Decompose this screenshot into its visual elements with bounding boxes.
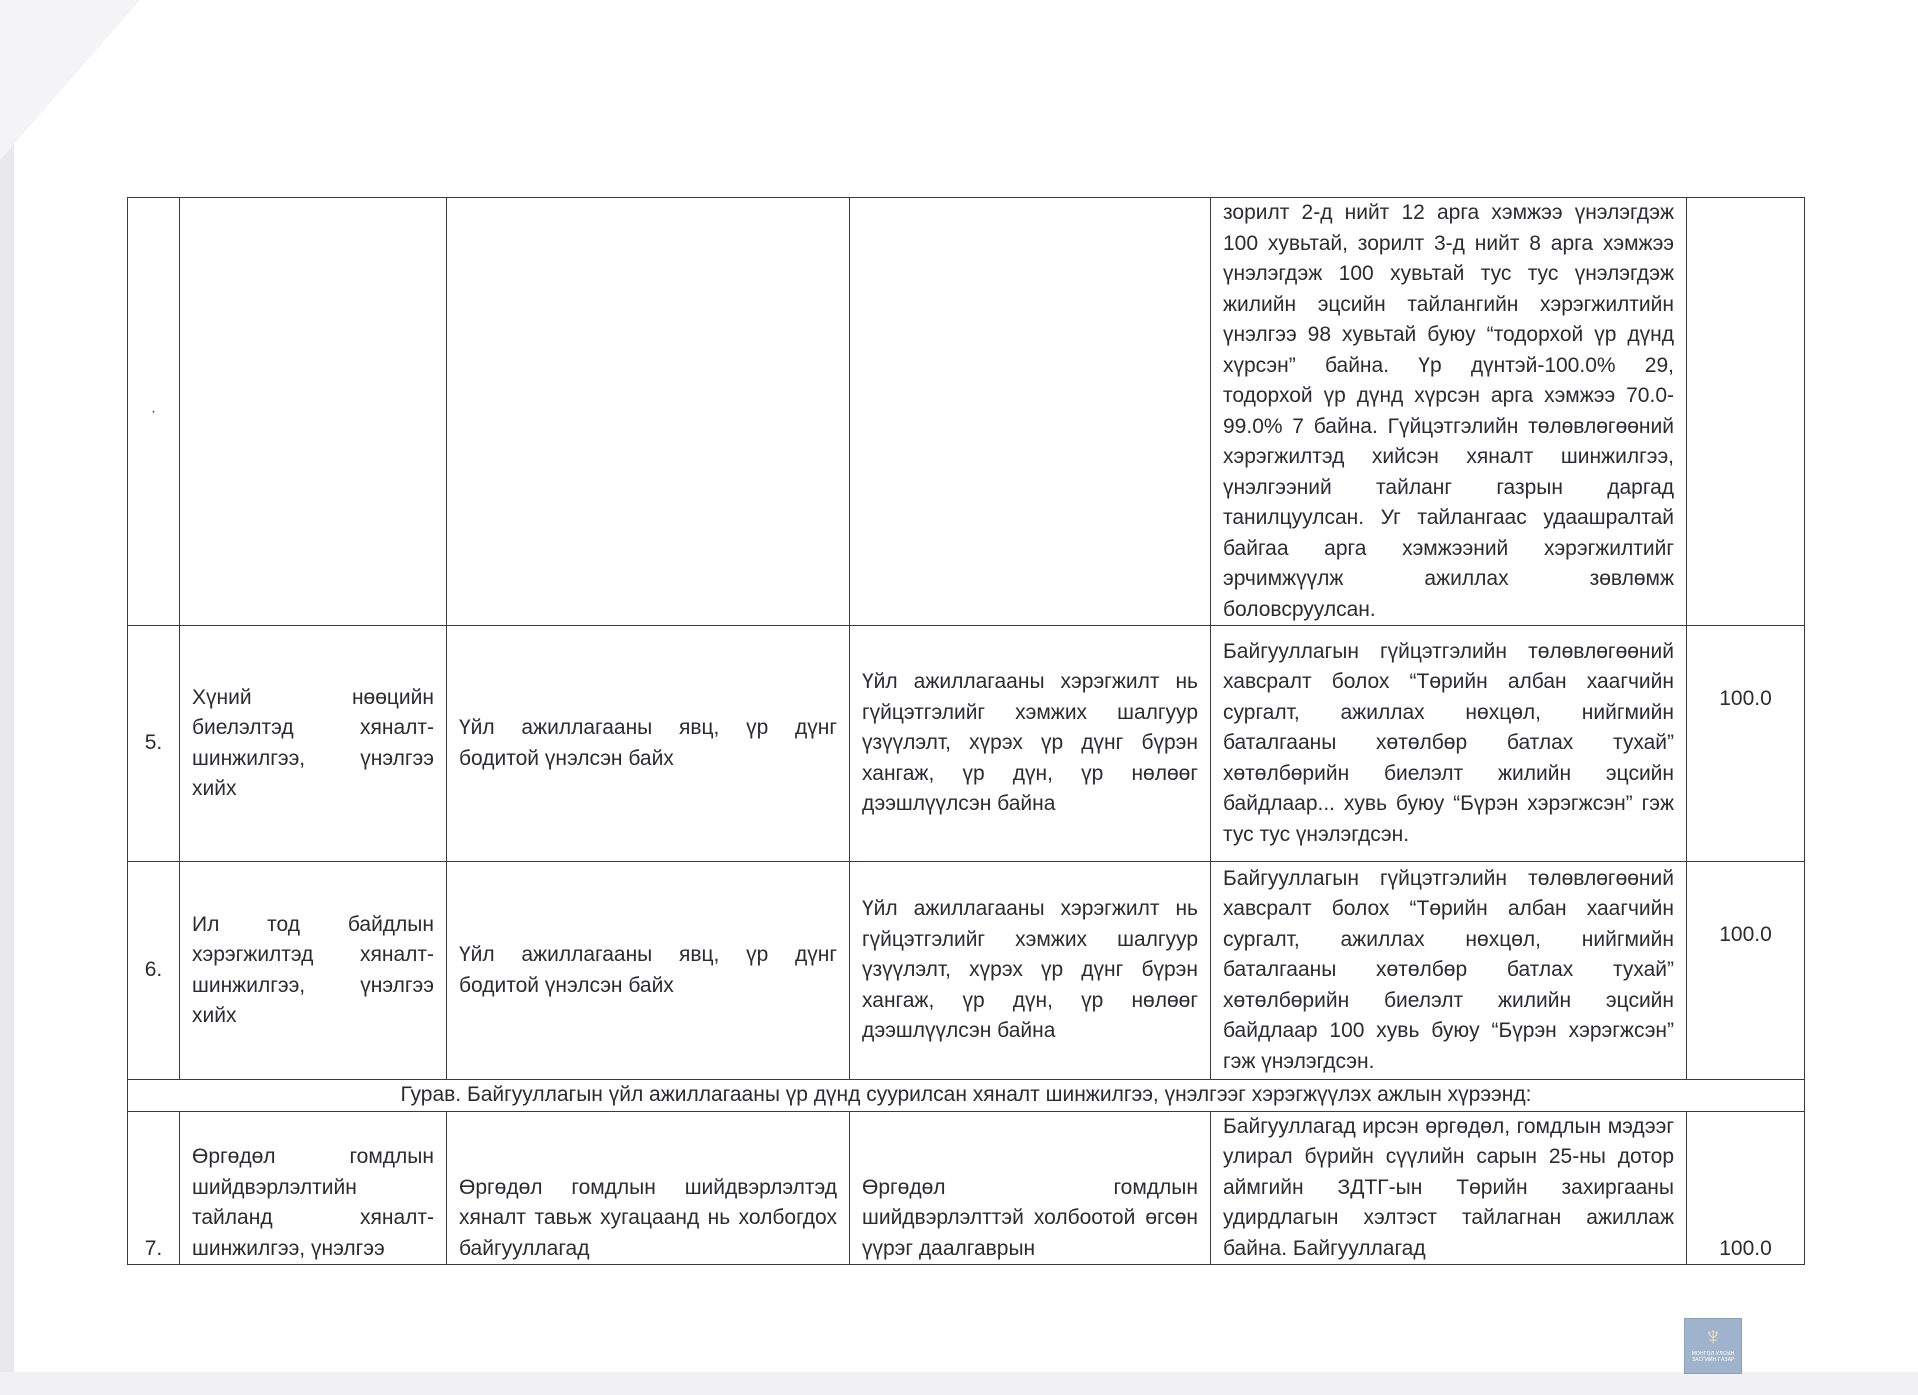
emblem-caption: МОНГОЛ УЛСЫН ЗАСГИЙН ГАЗАР <box>1691 1351 1735 1363</box>
activity-cell: Ил тод байдлын хэрэгжилтэд хяналт-шинжилгээ, үнэлгээ хийх <box>180 862 447 1080</box>
activity-cell <box>180 198 447 626</box>
row-number-cell: 5. <box>128 626 180 862</box>
section-heading-row <box>128 1080 1805 1112</box>
performance-report-cell: зорилт 2-д нийт 12 арга хэмжээ үнэлэгдэж 100 хувьтай, зорилт 3-д нийт 8 арга хэмжээ үнэлэгдэж 100 хувьтай тус тус үнэлэгдэж жилийн эцсийн тайлангийн хэрэгжилтийн үнэлгээ 98 хувьтай буюу “тодорхой үр дүнд хүрсэн” байна. Үр дүнтэй-100.0% 29, тодорхой үр дүнд хүрсэн арга хэмжээ 70.0-99.0% 7 байна. Гүйцэтгэлийн төлөвлөгөөний хэрэгжилтэд хийсэн хяналт шинжилгээ, үнэлгээний тайланг газрын даргад танилцуулсан. Уг тайлангаас удаашралтай байгаа арга хэмжээний хэрэгжилтийг эрчимжүүлж ажиллах зөвлөмж боловсруулсан. <box>1211 198 1687 626</box>
row-number-cell: 6. <box>128 862 180 1080</box>
expected-result-cell: Өргөдөл гомдлын шийдвэрлэлттэй холбоотой өгсөн үүрэг даалгаврын <box>850 1111 1211 1265</box>
expected-result-cell: Үйл ажиллагааны хэрэгжилт нь гүйцэтгэлийг хэмжих шалгуур үзүүлэлт, хүрэх үр дүнг бүрэн хангаж, үр дүн, үр нөлөөг дээшлүүлсэн байна <box>850 862 1211 1080</box>
criteria-cell: Үйл ажиллагааны явц, үр дүнг бодитой үнэлсэн байх <box>447 862 850 1080</box>
score-cell <box>1687 198 1805 626</box>
score-cell: 100.0 <box>1687 862 1805 1080</box>
criteria-cell: Үйл ажиллагааны явц, үр дүнг бодитой үнэлсэн байх <box>447 626 850 862</box>
stray-mark: · <box>150 403 157 421</box>
continuation-row <box>128 198 1805 626</box>
table-row <box>128 1111 1805 1265</box>
performance-report-cell: Байгууллагын гүйцэтгэлийн төлөвлөгөөний хавсралт болох “Төрийн албан хаагчийн сургалт, ажиллах нөхцөл, нийгмийн баталгааны хөтөлбөр батлах тухай” хөтөлбөрийн биелэлт жилийн эцсийн байдлаар 100 хувь буюу “Бүрэн хэрэгжсэн” гэж үнэлэгдсэн. <box>1211 862 1687 1080</box>
scan-edge-bottom <box>0 1372 1918 1395</box>
performance-report-cell: Байгууллагад ирсэн өргөдөл, гомдлын мэдээг улирал бүрийн сүүлийн сарын 25-ны дотор аймгийн ЗДТГ-ын Төрийн захиргааны удирдлагын хэлтэст тайлагнан ажиллаж байна. Байгууллагад <box>1211 1111 1687 1265</box>
evaluation-table <box>127 197 1805 1265</box>
score-cell: 100.0 <box>1687 626 1805 862</box>
scan-edge-left <box>0 0 14 1395</box>
performance-report-cell: Байгууллагын гүйцэтгэлийн төлөвлөгөөний хавсралт болох “Төрийн албан хаагчийн сургалт, ажиллах нөхцөл, нийгмийн баталгааны хөтөлбөр батлах тухай” хөтөлбөрийн биелэлт жилийн эцсийн байдлаар... хувь буюу “Бүрэн хэрэгжсэн” гэж тус тус үнэлэгдсэн. <box>1211 626 1687 862</box>
section-heading: Гурав. Байгууллагын үйл ажиллагааны үр дүнд суурилсан хяналт шинжилгээ, үнэлгээг хэрэгжүүлэх ажлын хүрээнд: <box>128 1080 1805 1112</box>
criteria-cell: Өргөдөл гомдлын шийдвэрлэлтэд хяналт тавьж хугацаанд нь холбогдох байгууллагад <box>447 1111 850 1265</box>
expected-result-cell <box>850 198 1211 626</box>
activity-cell: Хүний нөөцийн биелэлтэд хяналт-шинжилгээ, үнэлгээ хийх <box>180 626 447 862</box>
activity-cell: Өргөдөл гомдлын шийдвэрлэлтийн тайланд хяналт-шинжилгээ, үнэлгээ <box>180 1111 447 1265</box>
government-emblem <box>1684 1318 1742 1374</box>
soyombo-icon: ♆ <box>1703 1321 1723 1351</box>
scan-folded-corner <box>0 0 140 160</box>
expected-result-cell: Үйл ажиллагааны хэрэгжилт нь гүйцэтгэлийг хэмжих шалгуур үзүүлэлт, хүрэх үр дүнг бүрэн хангаж, үр дүн, үр нөлөөг дээшлүүлсэн байна <box>850 626 1211 862</box>
row-number-cell <box>128 198 180 626</box>
score-cell: 100.0 <box>1687 1111 1805 1265</box>
table-row <box>128 862 1805 1080</box>
criteria-cell <box>447 198 850 626</box>
row-number-cell: 7. <box>128 1111 180 1265</box>
table-row <box>128 626 1805 862</box>
